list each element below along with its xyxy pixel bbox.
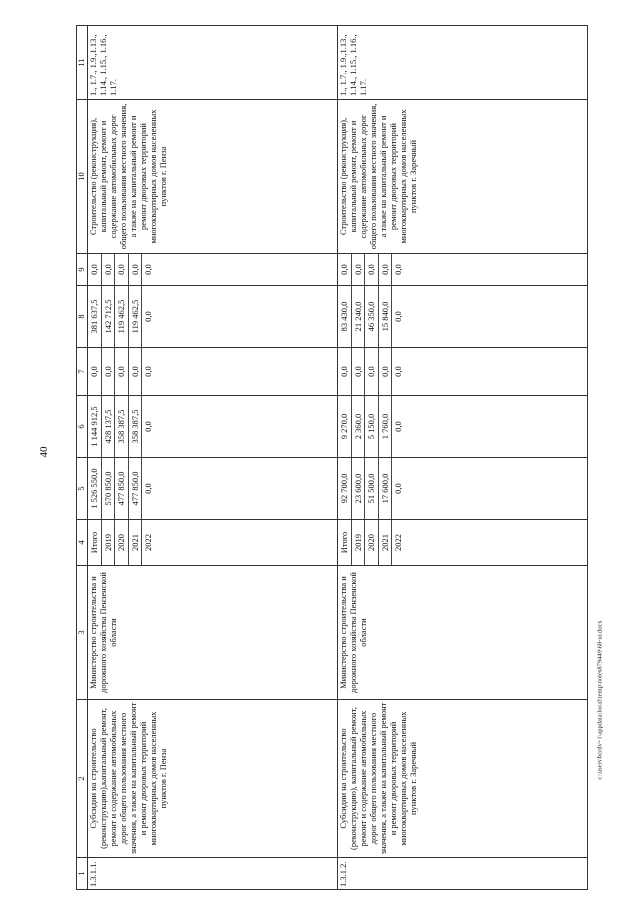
header-cell: 2 [77,700,88,858]
value-cell: 428 137,5 [102,396,116,457]
year-cell: 2022 [143,534,154,551]
year-cell: 2021 [129,520,143,565]
value-cell: 0,0 [102,348,116,395]
year-cell: Итого [338,520,352,565]
value-cell: 0,0 [365,254,379,285]
value-cell: 0,0 [393,366,404,377]
row-years [88,520,338,566]
header-row [77,26,88,890]
value-cell: 142 712,5 [102,286,116,347]
value-cell: 358 387,5 [129,396,143,457]
value-cell: 0,0 [143,264,154,275]
value-cell: 477 850,0 [129,458,143,519]
year-cell: 2019 [102,520,116,565]
value-cell: 23 600,0 [352,458,366,519]
value-cell: 92 700,0 [338,458,352,519]
row-executor: Министерство строительства и дорожного хозяйства Пензенской области [338,566,588,700]
value-cell: 0,0 [143,421,154,432]
value-cell: 0,0 [129,348,143,395]
value-cell: 477 850,0 [115,458,129,519]
year-cell: 2022 [393,534,404,551]
value-cell: 0,0 [393,311,404,322]
page-number-text: 40 [38,446,50,458]
value-cell: 0,0 [338,348,352,395]
row-result: Строительство (реконструкция), капитальный ремонт, ремонт и содержание автомобильных дорог общего пользования местного значения, а также на капитальный ремонт и ремонт дворовых территорий многоквартирных домов населенных пунктов г. Пенза [88,100,338,254]
header-cell: 6 [77,396,88,458]
value-cell: 0,0 [365,348,379,395]
value-cell: 2 360,0 [352,396,366,457]
row-code: 1.3.1.2. [338,858,588,890]
row-years [338,520,588,566]
value-cell: 0,0 [352,254,366,285]
row-description: Субсидии на строительство (реконструкцию),капитальный ремонт, ремонт и содержание автомобильных дорог общего пользования местного значения, а также на капитальный ремонт и ремонт дворовых территорий многоквартирных домов населенных пунктов г. Пенза [88,700,338,858]
year-cell: Итого [88,520,102,565]
value-cell: 119 462,5 [129,286,143,347]
value-cell: 0,0 [352,348,366,395]
value-cell: 0,0 [379,348,393,395]
value-cell: 570 850,0 [102,458,116,519]
value-cell: 83 430,0 [338,286,352,347]
budget-table [76,25,588,890]
value-cell: 381 637,5 [88,286,102,347]
row-indicators: 1., 1.7., 1.9.,1.13., 1.14., 1.15., 1.16., 1.17. [88,26,338,100]
value-cell: 1 144 912,5 [88,396,102,457]
value-cell: 0,0 [143,311,154,322]
value-cell: 0,0 [393,483,404,494]
header-cell: 9 [77,254,88,286]
value-cell: 0,0 [88,254,102,285]
header-cell: 7 [77,348,88,396]
row-executor: Министерство строительства и дорожного хозяйства Пензенской области [88,566,338,700]
value-cell: 0,0 [115,348,129,395]
value-cell: 17 600,0 [379,458,393,519]
value-cell: 358 387,5 [115,396,129,457]
value-cell: 0,0 [143,366,154,377]
row-col9 [338,254,588,286]
row-col6 [88,396,338,458]
header-cell: 10 [77,100,88,254]
header-cell: 8 [77,286,88,348]
value-cell: 0,0 [393,264,404,275]
year-cell: 2020 [115,520,129,565]
value-cell: 15 840,0 [379,286,393,347]
year-cell: 2020 [365,520,379,565]
header-cell: 4 [77,520,88,566]
row-result: Строительство (реконструкция), капитальный ремонт, ремонт и содержание автомобильных дорог общего пользования местного значения, а также на капитальный ремонт и ремонт дворовых территорий многоквартирных домов населенных пунктов г. Заречный [338,100,588,254]
row-col5 [88,458,338,520]
row-col7 [338,348,588,396]
value-cell: 0,0 [129,254,143,285]
footer-file-path-text: c:\users\bcrdv~1\appdata\local\temp\notes879449\68-ur.docx [596,620,604,780]
budget-table-container [76,26,586,890]
row-col5 [338,458,588,520]
value-cell: 9 270,0 [338,396,352,457]
year-cell: 2019 [352,520,366,565]
row-col6 [338,396,588,458]
value-cell: 0,0 [102,254,116,285]
header-cell: 11 [77,26,88,100]
header-cell: 5 [77,458,88,520]
row-col8 [338,286,588,348]
row-description: Субсидии на строительство (реконструкцию), капитальный ремонт, ремонт и содержание автомобильных дорог общего пользования местного значения, а также на капитальный ремонт и ремонт дворовых территорий многоквартирных домов населенных пунктов г. Заречный [338,700,588,858]
value-cell: 1 526 550,0 [88,458,102,519]
value-cell: 21 240,0 [352,286,366,347]
value-cell: 119 462,5 [115,286,129,347]
row-code: 1.3.1.1. [88,858,338,890]
row-col9 [88,254,338,286]
value-cell: 51 500,0 [365,458,379,519]
year-cell: 2021 [379,520,393,565]
header-cell: 1 [77,858,88,890]
value-cell: 0,0 [115,254,129,285]
value-cell: 1 760,0 [379,396,393,457]
row-indicators: 1., 1.7., 1.9.,1.13., 1.14., 1.15., 1.16., 1.17. [338,26,588,100]
value-cell: 5 150,0 [365,396,379,457]
table-row [88,26,338,890]
value-cell: 46 350,0 [365,286,379,347]
row-col7 [88,348,338,396]
value-cell: 0,0 [143,483,154,494]
table-row [338,26,588,890]
header-cell: 3 [77,566,88,700]
row-col8 [88,286,338,348]
value-cell: 0,0 [393,421,404,432]
value-cell: 0,0 [379,254,393,285]
value-cell: 0,0 [88,348,102,395]
value-cell: 0,0 [338,254,352,285]
